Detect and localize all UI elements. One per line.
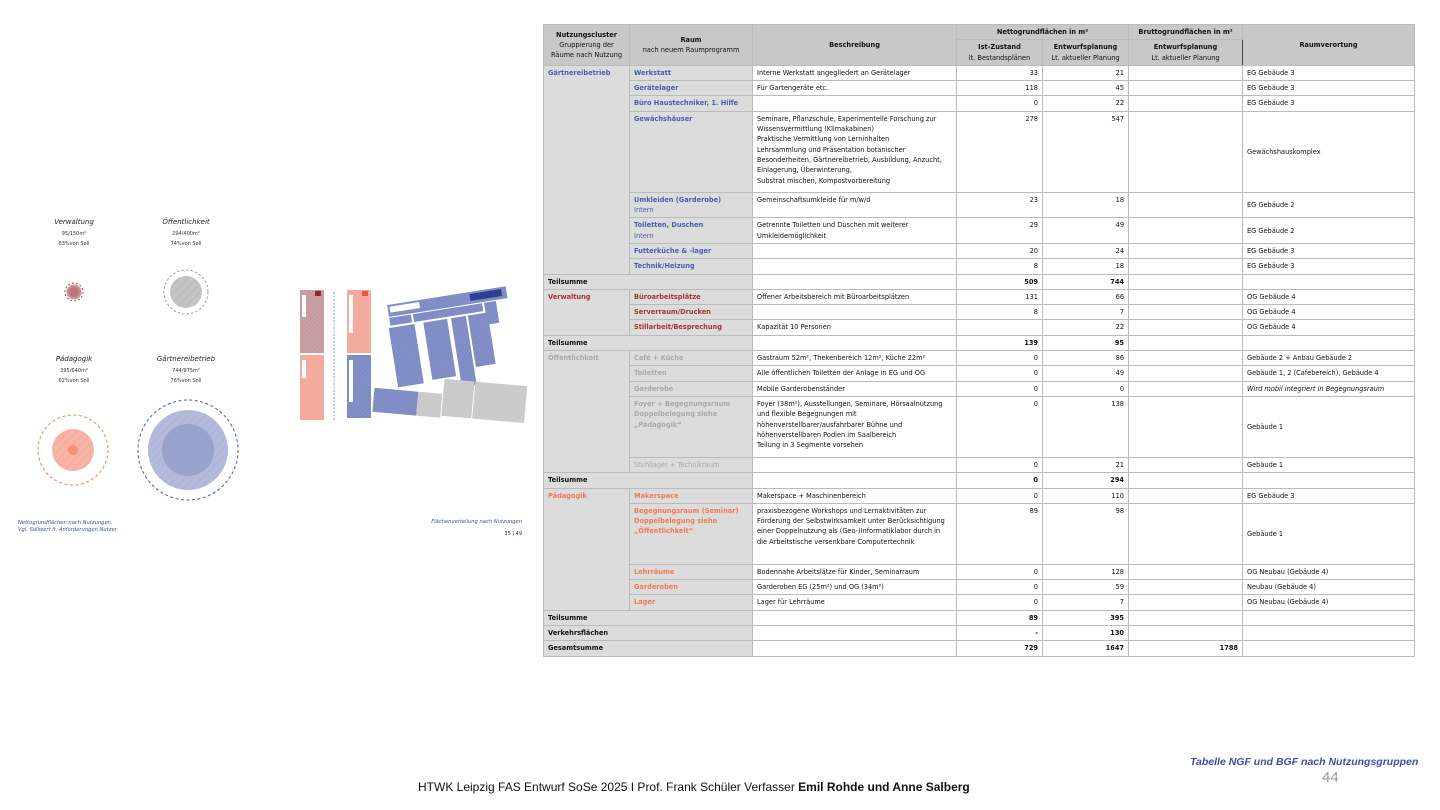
bubble-paedagogik: [14, 355, 134, 519]
subtotal-ist: 89: [957, 610, 1043, 625]
entwurf-cell: 7: [1043, 595, 1129, 610]
bubble-area: 95/150m²: [61, 231, 87, 237]
room-cell: [630, 580, 753, 595]
ngf-bubble-chart: [0, 210, 260, 540]
entwurf-cell: 110: [1043, 488, 1129, 503]
total-row-entwurf: 1647: [1043, 641, 1129, 656]
entwurf-cell: 22: [1043, 320, 1129, 335]
ist-cell: 23: [957, 192, 1043, 218]
subtotal-row: [544, 473, 1415, 488]
room-cell: [630, 564, 753, 579]
room-cell: [630, 289, 753, 304]
table-row: [544, 243, 1415, 258]
room-cell: [630, 96, 753, 111]
bubble-verwaltung: [14, 218, 134, 347]
header-description: Beschreibung: [753, 25, 957, 66]
entwurf-cell: 49: [1043, 218, 1129, 244]
ist-cell: [957, 320, 1043, 335]
location-cell: OG Neubau (Gebäude 4): [1243, 595, 1415, 610]
room-subtitle: Intern: [634, 231, 654, 240]
table-row: [544, 488, 1415, 503]
plan-room-label: [349, 295, 353, 333]
bubble-graphic: [126, 247, 246, 347]
subtotal-ist: 509: [957, 274, 1043, 289]
subtotal-location: [1243, 274, 1415, 289]
bgf-cell: [1129, 381, 1243, 396]
design-circle: [170, 276, 202, 308]
location-cell: Neubau (Gebäude 4): [1243, 580, 1415, 595]
room-cell: [630, 218, 753, 244]
bubble-graphic: [14, 384, 134, 519]
description-cell: Bodennahe Arbeitslätze für Kinder, Seminarraum: [753, 564, 957, 579]
total-row-location: [1243, 641, 1415, 656]
description-cell: [753, 96, 957, 111]
bgf-cell: [1129, 111, 1243, 192]
room-cell: [630, 192, 753, 218]
entwurf-cell: 18: [1043, 259, 1129, 274]
bubble-graphic: [14, 247, 134, 347]
description-cell: Foyer (38m²), Ausstellungen, Seminare, Hörsaalnutzung und flexible Begegnungen mit höhenverstellbarer/ausfahrbarer Bühne und höhenverstellbaren Podien im Saalbereich Teilung in 3 Segmente vorsehen: [753, 396, 957, 457]
subtotal-entwurf: 395: [1043, 610, 1129, 625]
bgf-cell: [1129, 488, 1243, 503]
table-row: [544, 396, 1415, 457]
bubble-title: Öffentlichkeit: [162, 218, 210, 226]
traffic-row-label: Verkehrsflächen: [544, 626, 753, 641]
subtotal-row: [544, 274, 1415, 289]
room-name: Garderobe: [634, 384, 674, 393]
bgf-cell: [1129, 81, 1243, 96]
entwurf-cell: 45: [1043, 81, 1129, 96]
ist-cell: 8: [957, 305, 1043, 320]
total-row-ist: 729: [957, 641, 1043, 656]
total-row-desc: [753, 641, 957, 656]
location-cell: OG Neubau (Gebäude 4): [1243, 564, 1415, 579]
header-bgf-sub: Lt. aktueller Planung: [1151, 53, 1220, 62]
bgf-cell: [1129, 457, 1243, 472]
table-row: [544, 595, 1415, 610]
room-cell: [630, 396, 753, 457]
footer-credits: [418, 780, 970, 795]
entwurf-cell: 7: [1043, 305, 1129, 320]
description-cell: Gemeinschaftsumkleide für m/w/d: [753, 192, 957, 218]
ist-cell: 118: [957, 81, 1043, 96]
entwurf-cell: 86: [1043, 351, 1129, 366]
table-row: [544, 218, 1415, 244]
description-cell: [753, 243, 957, 258]
table-header-row-1: [544, 25, 1415, 40]
description-cell: Seminare, Pflanzschule, Experimentelle Forschung zur Wissensvermittlung (Klimakabinen) Praktische Vermittlung von Lerninhalten Lehrsammlung und Präsentation botanischer Besonderheiten, Gärtnereibetrieb, Ausbildung, Anzucht, Einlagerung, Überwinterung, Substrat mischen, Kompostvorbereitung: [753, 111, 957, 192]
bubble-caption: [18, 520, 117, 534]
header-ist-title: Ist-Zustand: [978, 43, 1021, 52]
ist-cell: 20: [957, 243, 1043, 258]
entwurf-cell: 22: [1043, 96, 1129, 111]
bubble-title: Gärtnereibetrieb: [156, 355, 216, 363]
subtotal-location: [1243, 335, 1415, 350]
bgf-cell: [1129, 366, 1243, 381]
bubble-graphic: [126, 384, 246, 519]
table-row: [544, 289, 1415, 304]
bgf-cell: [1129, 396, 1243, 457]
table-row: [544, 96, 1415, 111]
ist-cell: 0: [957, 96, 1043, 111]
bubble-percent: 62%von Soll: [58, 378, 90, 384]
room-name: Toiletten: [634, 369, 667, 378]
entwurf-cell: 49: [1043, 366, 1129, 381]
location-cell: Gebäude 1, 2 (Cafebereich), Gebäude 4: [1243, 366, 1415, 381]
description-cell: Getrennte Toiletten und Duschen mit weiterer Umkleidemöglichkeit: [753, 218, 957, 244]
room-cell: [630, 259, 753, 274]
location-cell: EG Gebäude 2: [1243, 192, 1415, 218]
subtotal-bgf: [1129, 473, 1243, 488]
subtotal-label: Teilsumme: [544, 610, 753, 625]
room-name: Toiletten, Duschen: [634, 221, 704, 230]
subtotal-desc: [753, 274, 957, 289]
location-cell: Gebäude 2 + Anbau Gebäude 2: [1243, 351, 1415, 366]
room-subtitle: Doppelbelegung siehe „Öffentlichkeit“: [634, 517, 718, 536]
subtotal-bgf: [1129, 274, 1243, 289]
plan-room-label: [302, 360, 306, 378]
room-name: Büroarbeitsplätze: [634, 292, 701, 301]
location-cell: EG Gebäude 2: [1243, 218, 1415, 244]
ist-cell: 33: [957, 65, 1043, 80]
room-cell: [630, 503, 753, 564]
traffic-row: [544, 626, 1415, 641]
bubble-caption-line1: Nettogrundflächen nach Nutzungen.: [18, 520, 113, 526]
header-room-sub: nach neuem Raumprogramm: [642, 45, 740, 54]
bgf-cell: [1129, 96, 1243, 111]
bgf-cell: [1129, 218, 1243, 244]
location-cell: OG Gebäude 4: [1243, 305, 1415, 320]
subtotal-row: [544, 610, 1415, 625]
location-cell: OG Gebäude 4: [1243, 289, 1415, 304]
description-cell: [753, 305, 957, 320]
entwurf-cell: 98: [1043, 503, 1129, 564]
room-cell: [630, 111, 753, 192]
entwurf-cell: 66: [1043, 289, 1129, 304]
subtotal-desc: [753, 473, 957, 488]
bubble-percent: 74%von Soll: [170, 241, 202, 247]
room-name: Gerätelager: [634, 84, 679, 93]
bgf-cell: [1129, 595, 1243, 610]
ist-cell: 0: [957, 595, 1043, 610]
room-name: Werkstatt: [634, 68, 671, 77]
table-row: [544, 192, 1415, 218]
subtotal-ist: 0: [957, 473, 1043, 488]
location-cell: EG Gebäude 3: [1243, 243, 1415, 258]
ist-cell: 0: [957, 457, 1043, 472]
bgf-cell: [1129, 65, 1243, 80]
subtotal-location: [1243, 610, 1415, 625]
bubble-area: 744/975m²: [172, 368, 200, 374]
plan-room-label: [349, 360, 353, 402]
entwurf-cell: 21: [1043, 65, 1129, 80]
table-row: [544, 564, 1415, 579]
description-cell: Garderoben EG (25m²) und OG (34m²): [753, 580, 957, 595]
subtotal-entwurf: 95: [1043, 335, 1129, 350]
ist-cell: 0: [957, 396, 1043, 457]
location-cell: Gebäude 1: [1243, 396, 1415, 457]
location-cell: EG Gebäude 3: [1243, 96, 1415, 111]
footer-course: HTWK Leipzig FAS Entwurf SoSe 2025 I Prof. Frank Schüler Verfasser: [418, 780, 799, 794]
table-row: [544, 320, 1415, 335]
description-cell: Makerspace + Maschinenbereich: [753, 488, 957, 503]
room-name: Café + Küche: [634, 354, 684, 363]
subtotal-location: [1243, 473, 1415, 488]
cluster-cell: Verwaltung: [544, 289, 630, 335]
room-cell: [630, 457, 753, 472]
room-name: Lehrräume: [634, 567, 675, 576]
entwurf-cell: 138: [1043, 396, 1129, 457]
table-row: [544, 351, 1415, 366]
table-row: [544, 65, 1415, 80]
header-entwurf: [1043, 40, 1129, 66]
description-cell: Für Gartengeräte etc.: [753, 81, 957, 96]
description-cell: Interne Werkstatt angegliedert an Gerätelager: [753, 65, 957, 80]
table-row: [544, 366, 1415, 381]
header-cluster: [544, 25, 630, 66]
traffic-row-desc: [753, 626, 957, 641]
footer-authors: Emil Rohde und Anne Salberg: [798, 780, 970, 794]
ist-cell: 131: [957, 289, 1043, 304]
existing-circle: [68, 445, 78, 455]
room-name: Umkleiden (Garderobe): [634, 195, 722, 204]
ngf-bgf-table: [543, 24, 1414, 657]
subtotal-label: Teilsumme: [544, 335, 753, 350]
room-name: Lager: [634, 598, 656, 607]
location-cell: OG Gebäude 4: [1243, 320, 1415, 335]
location-cell: EG Gebäude 3: [1243, 65, 1415, 80]
header-room-title: Raum: [680, 35, 702, 44]
room-name: Futterküche & -lager: [634, 246, 712, 255]
entwurf-cell: 128: [1043, 564, 1129, 579]
entwurf-cell: 18: [1043, 192, 1129, 218]
ist-cell: 0: [957, 580, 1043, 595]
bgf-cell: [1129, 289, 1243, 304]
description-cell: praxisbezogene Workshops und Lernaktivitäten zur Förderung der Selbstwirksamkeit unter Berücksichtigung einer Doppelnutzung als (Geo-)Informatiklabor durch in die Arbeitstische versenkbare Computertechnik: [753, 503, 957, 564]
room-subtitle: Doppelbelegung siehe „Pädagogik“: [634, 410, 718, 429]
subtotal-bgf: [1129, 610, 1243, 625]
description-cell: Kapazität 10 Personen: [753, 320, 957, 335]
entwurf-cell: 59: [1043, 580, 1129, 595]
subtotal-label: Teilsumme: [544, 274, 753, 289]
bubble-caption-line2: Vgl. Sollwert lt. Anforderungen Nutzer: [18, 527, 117, 533]
subtotal-entwurf: 744: [1043, 274, 1129, 289]
description-cell: Mobile Garderobenständer: [753, 381, 957, 396]
existing-circle: [162, 424, 214, 476]
bubble-area: 294/400m²: [172, 231, 200, 237]
table-row: [544, 457, 1415, 472]
plan-graphic: [290, 280, 530, 480]
room-name: Stillarbeit/Besprechung: [634, 323, 722, 332]
subtotal-desc: [753, 610, 957, 625]
subtotal-row: [544, 335, 1415, 350]
ist-cell: 0: [957, 351, 1043, 366]
header-bgf-title: Entwurfsplanung: [1153, 43, 1218, 52]
bubble-percent: 63%von Soll: [58, 241, 90, 247]
subtotal-entwurf: 294: [1043, 473, 1129, 488]
ist-cell: 89: [957, 503, 1043, 564]
bubble-title: Verwaltung: [54, 218, 94, 226]
room-subtitle: Intern: [634, 206, 654, 215]
area-distribution-plan: [290, 280, 530, 545]
description-cell: [753, 259, 957, 274]
location-cell: EG Gebäude 3: [1243, 259, 1415, 274]
room-name: Technik/Heizung: [634, 262, 695, 271]
header-ist: [957, 40, 1043, 66]
bubble-oeffentlichkeit: [126, 218, 246, 347]
entwurf-cell: 21: [1043, 457, 1129, 472]
room-name: Serverraum/Drucken: [634, 308, 711, 317]
ist-cell: 0: [957, 381, 1043, 396]
plan-floor-tag: [362, 291, 368, 296]
ist-cell: 0: [957, 564, 1043, 579]
total-row-label: Gesamtsumme: [544, 641, 753, 656]
room-name: Gewächshäuser: [634, 114, 693, 123]
room-name: Foyer + Begegnungsraum: [634, 399, 731, 408]
bgf-cell: [1129, 320, 1243, 335]
bgf-cell: [1129, 503, 1243, 564]
room-cell: [630, 65, 753, 80]
room-cell: [630, 488, 753, 503]
room-cell: [630, 320, 753, 335]
traffic-row-location: [1243, 626, 1415, 641]
plan-caption: Flächenverteilung nach Nutzungen: [431, 519, 522, 525]
table-row: [544, 580, 1415, 595]
description-cell: Offener Arbeitsbereich mit Büroarbeitsplätzen: [753, 289, 957, 304]
location-cell: EG Gebäude 3: [1243, 81, 1415, 96]
entwurf-cell: 547: [1043, 111, 1129, 192]
room-cell: [630, 366, 753, 381]
bubble-percent: 76%von Soll: [170, 378, 202, 384]
table-row: [544, 503, 1415, 564]
bubble-gaertnereibetrieb: [126, 355, 246, 519]
bgf-cell: [1129, 580, 1243, 595]
table-caption: Tabelle NGF und BGF nach Nutzungsgruppen: [1190, 756, 1419, 768]
header-entwurf-title: Entwurfsplanung: [1053, 43, 1118, 52]
subtotal-ist: 139: [957, 335, 1043, 350]
header-location: Raumverortung: [1243, 25, 1415, 66]
room-cell: [630, 305, 753, 320]
room-name: Stuhllager + Technikraum: [634, 460, 720, 469]
bgf-cell: [1129, 243, 1243, 258]
bgf-cell: [1129, 192, 1243, 218]
header-ist-sub: lt. Bestandsplänen: [968, 53, 1031, 62]
plan-lower-row: [372, 373, 527, 425]
header-bgf-group: Bruttogrundflächen in m²: [1129, 25, 1243, 40]
table-row: [544, 381, 1415, 396]
room-name: Makerspace: [634, 491, 679, 500]
table-row: [544, 305, 1415, 320]
description-cell: Gastraum 52m², Thekenbereich 12m², Küche 22m²: [753, 351, 957, 366]
ist-cell: 0: [957, 488, 1043, 503]
header-cluster-title: Nutzungscluster: [556, 30, 617, 39]
table-row: [544, 259, 1415, 274]
room-cell: [630, 595, 753, 610]
total-row-bgf: 1788: [1129, 641, 1243, 656]
room-cell: [630, 243, 753, 258]
ist-cell: 0: [957, 366, 1043, 381]
header-cluster-sub: Gruppierung der Räume nach Nutzung: [550, 40, 623, 60]
ist-cell: 278: [957, 111, 1043, 192]
description-cell: Alle öffentlichen Toiletten der Anlage in EG und OG: [753, 366, 957, 381]
area-table: [543, 24, 1415, 657]
header-ngf-group: Nettogrundflächen in m²: [957, 25, 1129, 40]
table-row: [544, 111, 1415, 192]
cluster-cell: Pädagogik: [544, 488, 630, 610]
plan-room-label: [302, 295, 306, 317]
header-room: [630, 25, 753, 66]
room-cell: [630, 351, 753, 366]
cluster-cell: Öffentlichkeit: [544, 351, 630, 473]
location-cell: Gebäude 1: [1243, 503, 1415, 564]
location-cell: EG Gebäude 3: [1243, 488, 1415, 503]
plan-floor-tag: [315, 291, 321, 296]
header-entwurf-sub: Lt. aktueller Planung: [1051, 53, 1120, 62]
entwurf-cell: 0: [1043, 381, 1129, 396]
entwurf-cell: 24: [1043, 243, 1129, 258]
subtotal-bgf: [1129, 335, 1243, 350]
existing-circle: [69, 287, 79, 297]
total-row: [544, 641, 1415, 656]
traffic-row-entwurf: 130: [1043, 626, 1129, 641]
location-cell: Gebäude 1: [1243, 457, 1415, 472]
subtotal-desc: [753, 335, 957, 350]
bgf-cell: [1129, 564, 1243, 579]
page-number: 44: [1322, 769, 1339, 786]
table-body: [544, 65, 1415, 656]
location-cell: Wird mobil integriert in Begegnungsraum: [1243, 381, 1415, 396]
room-cell: [630, 381, 753, 396]
bgf-cell: [1129, 305, 1243, 320]
ist-cell: 29: [957, 218, 1043, 244]
ist-cell: 8: [957, 259, 1043, 274]
traffic-row-ist: -: [957, 626, 1043, 641]
location-cell: Gewächshauskomplex: [1243, 111, 1415, 192]
description-cell: Lager für Lehrräume: [753, 595, 957, 610]
bgf-cell: [1129, 351, 1243, 366]
room-cell: [630, 81, 753, 96]
cluster-cell: Gärtnereibetrieb: [544, 65, 630, 274]
room-name: Garderoben: [634, 583, 678, 592]
room-name: Begegnungsraum (Seminar): [634, 506, 739, 515]
bubble-area: 395/640m²: [60, 368, 88, 374]
room-name: Büro Haustechniker, 1. Hilfe: [634, 99, 739, 108]
bubble-title: Pädagogik: [55, 355, 93, 363]
header-bgf: [1129, 40, 1243, 66]
subtotal-label: Teilsumme: [544, 473, 753, 488]
bgf-cell: [1129, 259, 1243, 274]
description-cell: [753, 457, 957, 472]
traffic-row-bgf: [1129, 626, 1243, 641]
table-row: [544, 81, 1415, 96]
plan-page-number: 35 | 49: [504, 531, 522, 537]
